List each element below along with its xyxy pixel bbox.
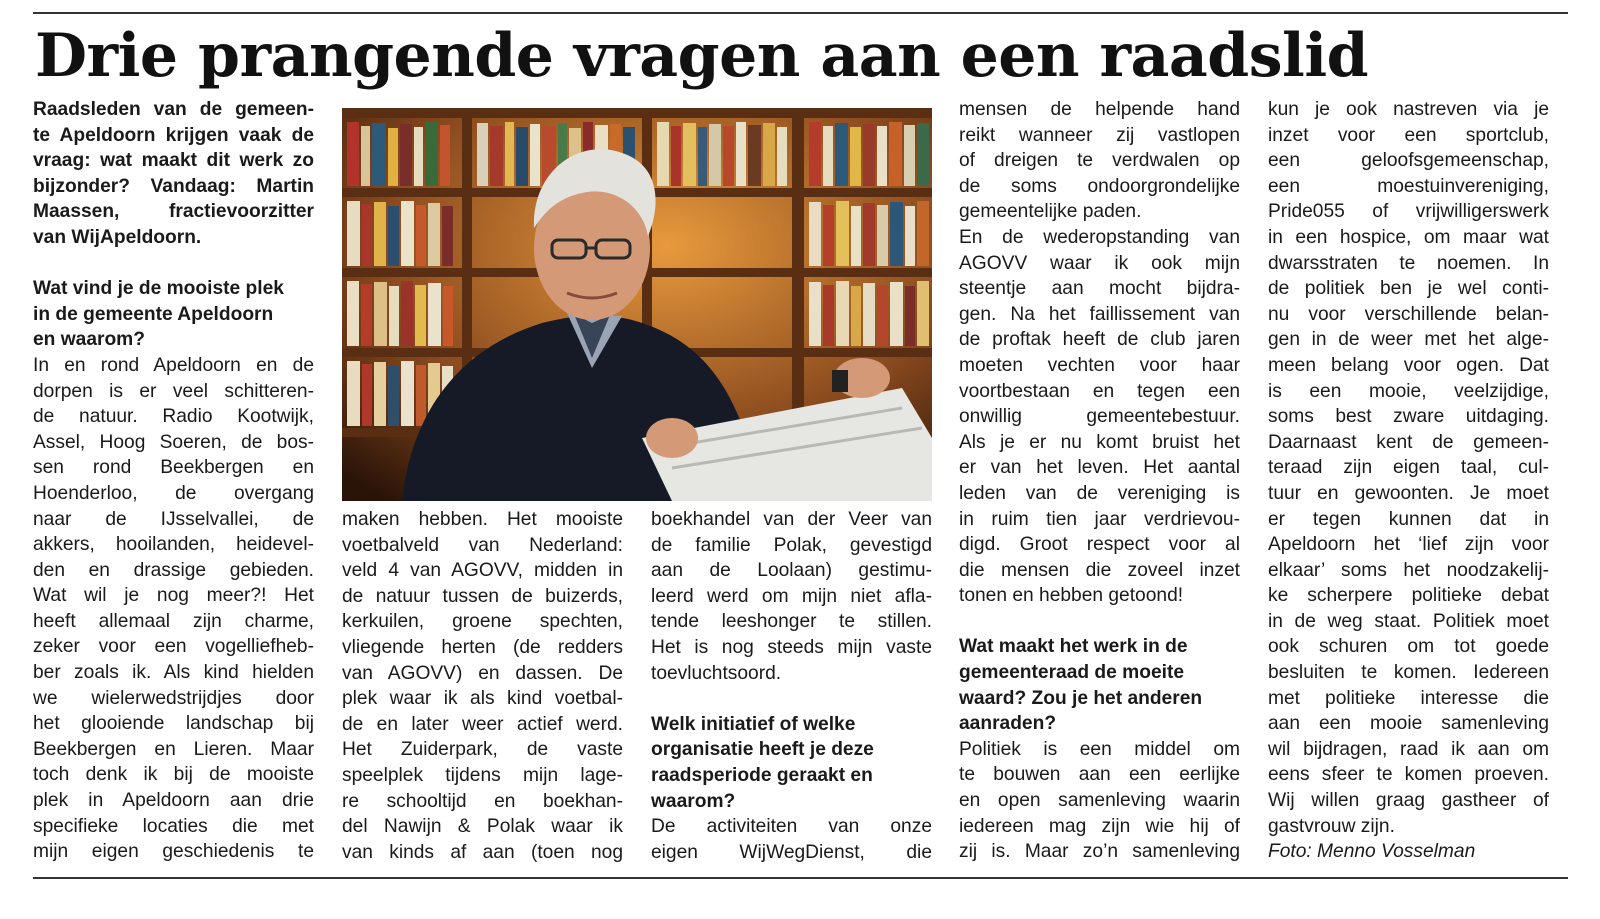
body-line: eigen WijWegDienst, die (651, 841, 932, 863)
body-line: digd. Groot respect voor al (959, 534, 1240, 556)
body-line: Apeldoorn het ‘lief zijn voor (1268, 534, 1549, 556)
answer-3 (959, 737, 1240, 865)
body-line: ook schuren om tot goede (1268, 636, 1549, 658)
body-line: zeker voor een vogelliefheb- (33, 636, 314, 658)
question-line: en waarom? (33, 329, 145, 351)
body-line: te bouwen aan een eerlijke (959, 764, 1240, 786)
intro-line: Raadsleden van de gemeen- (33, 99, 314, 120)
photo-credit: Foto: Menno Vosselman (1268, 841, 1476, 863)
body-line: de soms ondoorgrondelijke (959, 175, 1240, 197)
question-line: waard? Zou je het anderen (959, 687, 1203, 709)
body-line: kerkuilen, groene spechten, (342, 611, 623, 633)
body-line: Daarnaast kent de gemeen- (1268, 431, 1549, 453)
column-4 (959, 97, 1240, 865)
question-line: Wat maakt het werk in de (959, 636, 1188, 658)
question-2 (651, 712, 932, 814)
body-line: Assel, Hoog Soeren, de bos- (33, 431, 314, 453)
body-line: Pride055 of vrijwilligerswerk (1268, 201, 1549, 223)
body-line: Politiek is een middel om (959, 738, 1240, 760)
body-line: kun je ook nastreven via je (1268, 99, 1549, 120)
body-line: eens sfeer te komen proeven. (1268, 764, 1549, 786)
body-line: een geloofsgemeenschap, (1268, 150, 1549, 172)
body-line: besluiten te komen. Iedereen (1268, 662, 1549, 684)
body-line: Beekbergen en Lieren. Maar (33, 738, 314, 760)
body-line: dorpen is er veel schitteren- (33, 380, 314, 402)
body-line: den en drassige gebieden. (33, 559, 314, 581)
body-line: Het Zuiderpark, de vaste (342, 739, 623, 761)
body-line: voetbalveld van Nederland: (342, 534, 623, 556)
body-line: steentje aan mocht bijdra- (959, 278, 1240, 300)
column-2 (342, 507, 623, 865)
question-line: waarom? (651, 790, 736, 812)
photo-illustration (342, 108, 932, 501)
question-line: aanraden? (959, 713, 1057, 735)
body-line: leerd werd om mijn niet afla- (651, 585, 932, 607)
body-line: naar de IJsselvallei, de (33, 508, 314, 530)
question-line: Wat vind je de mooiste plek (33, 278, 284, 300)
question-1 (33, 276, 314, 353)
body-line: iedereen mag zijn wie hij of (959, 815, 1240, 837)
body-line: de politiek ben je wel conti- (1268, 278, 1549, 300)
body-line: aan de Loolaan) gestimu- (651, 560, 932, 582)
column-5 (1268, 97, 1549, 865)
article-photo (342, 108, 932, 501)
body-line: sen rond Beekbergen en (33, 457, 314, 479)
body-line: elkaar’ soms het noodzakelij- (1268, 559, 1549, 581)
column-1 (33, 97, 314, 865)
body-line: Als je er nu komt bruist het (959, 431, 1240, 453)
body-line: nu voor verschillende belan- (1268, 303, 1549, 325)
body-line: leden van de vereniging is (959, 482, 1240, 504)
body-line: AGOVV waar ik ook mijn (959, 252, 1240, 274)
body-line: specifieke locaties die met (33, 815, 314, 837)
body-line: reikt wanneer zij vastlopen (959, 124, 1240, 146)
body-line: plek in Apeldoorn aan drie (33, 790, 314, 812)
body-line: een moestuinvereniging, (1268, 175, 1549, 197)
body-line: maken hebben. Het mooiste (342, 509, 623, 530)
question-line: in de gemeente Apeldoorn (33, 303, 274, 325)
intro-line: Maassen, fractievoorzitter (33, 201, 314, 223)
body-line: die mensen die zoveel inzet (959, 559, 1240, 581)
body-line: is een mooie, veelzijdige, (1268, 380, 1549, 402)
body-line: Wij willen graag gastheer of (1268, 790, 1549, 812)
body-line: heeft allemaal zijn charme, (33, 610, 314, 632)
body-line: tende leeshonger te stillen. (651, 611, 932, 633)
question-line: organisatie heeft je deze (651, 739, 874, 761)
body-line: mensen de helpende hand (959, 99, 1240, 120)
body-line: er tegen kunnen dat in (1268, 508, 1549, 530)
body-line: of dreigen te verdwalen op (959, 150, 1240, 172)
body-line: zij is. Maar zo’n samenleving (959, 841, 1240, 863)
intro-line: van WijApeldoorn. (33, 226, 202, 248)
body-line: gen in de weer met het alge- (1268, 329, 1549, 351)
body-line: de proftak heeft de club jaren (959, 329, 1240, 351)
body-line: del Nawijn & Polak waar ik (342, 816, 623, 838)
body-line: vliegende herten (de redders (342, 636, 623, 658)
body-line: veld 4 van AGOVV, midden in (342, 560, 623, 582)
body-line: ke scherpere politieke debat (1268, 585, 1549, 607)
body-line: er van het leven. Het aantal (959, 457, 1240, 479)
body-line: In en rond Apeldoorn en de (33, 354, 314, 376)
body-line: van kinds af aan (toen nog (342, 841, 623, 863)
intro-line: vraag: wat maakt dit werk zo (33, 150, 314, 172)
question-3 (959, 634, 1240, 736)
body-line: gen. Na het faillissement van (959, 303, 1240, 325)
column-3 (651, 507, 932, 865)
body-line: toch denk ik bij de mooiste (33, 764, 314, 786)
body-line: meen belang voor ogen. Dat (1268, 354, 1549, 376)
body-line: soms best zware uitdaging. (1268, 406, 1549, 428)
body-line: Het is nog steeds mijn vaste (651, 636, 932, 658)
answer-1 (33, 353, 314, 865)
body-line: akkers, hooilanden, heidevel- (33, 534, 314, 556)
body-line: plek waar ik als kind voetbal- (342, 688, 623, 710)
body-line: re schooltijd en boekhan- (342, 790, 623, 812)
question-line: raadsperiode geraakt en (651, 764, 873, 786)
body-line: in ruim tien jaar verdrievou- (959, 508, 1240, 530)
body-line: toevluchtsoord. (651, 662, 782, 684)
body-line: gemeentelijke paden. (959, 201, 1142, 223)
body-line: we wielerwedstrijdjes door (33, 687, 314, 709)
body-line: het glooiende landschap bij (33, 713, 314, 735)
body-line: wil bijdragen, raad ik aan om (1268, 738, 1549, 760)
body-line: boekhandel van der Veer van (651, 509, 932, 530)
body-line: dwarsstraten te noemen. In (1268, 252, 1549, 274)
body-line: onwillig gemeentebestuur. (959, 406, 1240, 428)
bottom-rule (33, 877, 1568, 879)
body-line: En de wederopstanding van (959, 226, 1240, 248)
body-line: tuur en gewoonten. Je moet (1268, 482, 1549, 504)
intro-line: te Apeldoorn krijgen vaak de (33, 124, 314, 146)
body-line: gastvrouw zijn. (1268, 815, 1395, 837)
body-line: en open samenleving waarin (959, 790, 1240, 812)
body-line: ber zoals ik. Als kind hielden (33, 662, 314, 684)
intro-line: bijzonder? Vandaag: Martin (33, 175, 314, 197)
body-line: tonen en hebben getoond! (959, 585, 1184, 607)
body-line: de natuur tussen de buizerds, (342, 585, 623, 607)
body-line: mijn eigen geschiedenis te (33, 841, 314, 863)
body-line: de natuur. Radio Kootwijk, (33, 406, 314, 428)
body-line: Wat wil je nog meer?! Het (33, 585, 314, 607)
answer-2-cont (959, 97, 1240, 609)
body-line: Hoenderloo, de overgang (33, 482, 314, 504)
body-line: inzet voor een sportclub, (1268, 124, 1549, 146)
answer-2 (651, 814, 932, 865)
body-line: de en later weer actief werd. (342, 713, 623, 735)
body-line: voortbestaan en tegen een (959, 380, 1240, 402)
body-line: met politieke interesse die (1268, 687, 1549, 709)
body-line: in de weg staat. Politiek moet (1268, 610, 1549, 632)
answer-1-end (651, 507, 932, 686)
body-line: van AGOVV) en dassen. De (342, 662, 623, 684)
body-line: in een hospice, om maar wat (1268, 226, 1549, 248)
intro (33, 97, 314, 251)
question-line: Welk initiatief of welke (651, 713, 856, 735)
body-line: teraad zijn eigen taal, cul- (1268, 457, 1549, 479)
body-line: de familie Polak, gevestigd (651, 534, 932, 556)
body-line: aan een mooie samenleving (1268, 713, 1549, 735)
body-line: De activiteiten van onze (651, 816, 932, 838)
body-line: moeten vechten voor haar (959, 354, 1240, 376)
headline: Drie prangende vragen aan een raadslid (35, 21, 1369, 91)
body-line: speelplek tijdens mijn lage- (342, 764, 623, 786)
question-line: gemeenteraad de moeite (959, 662, 1185, 684)
